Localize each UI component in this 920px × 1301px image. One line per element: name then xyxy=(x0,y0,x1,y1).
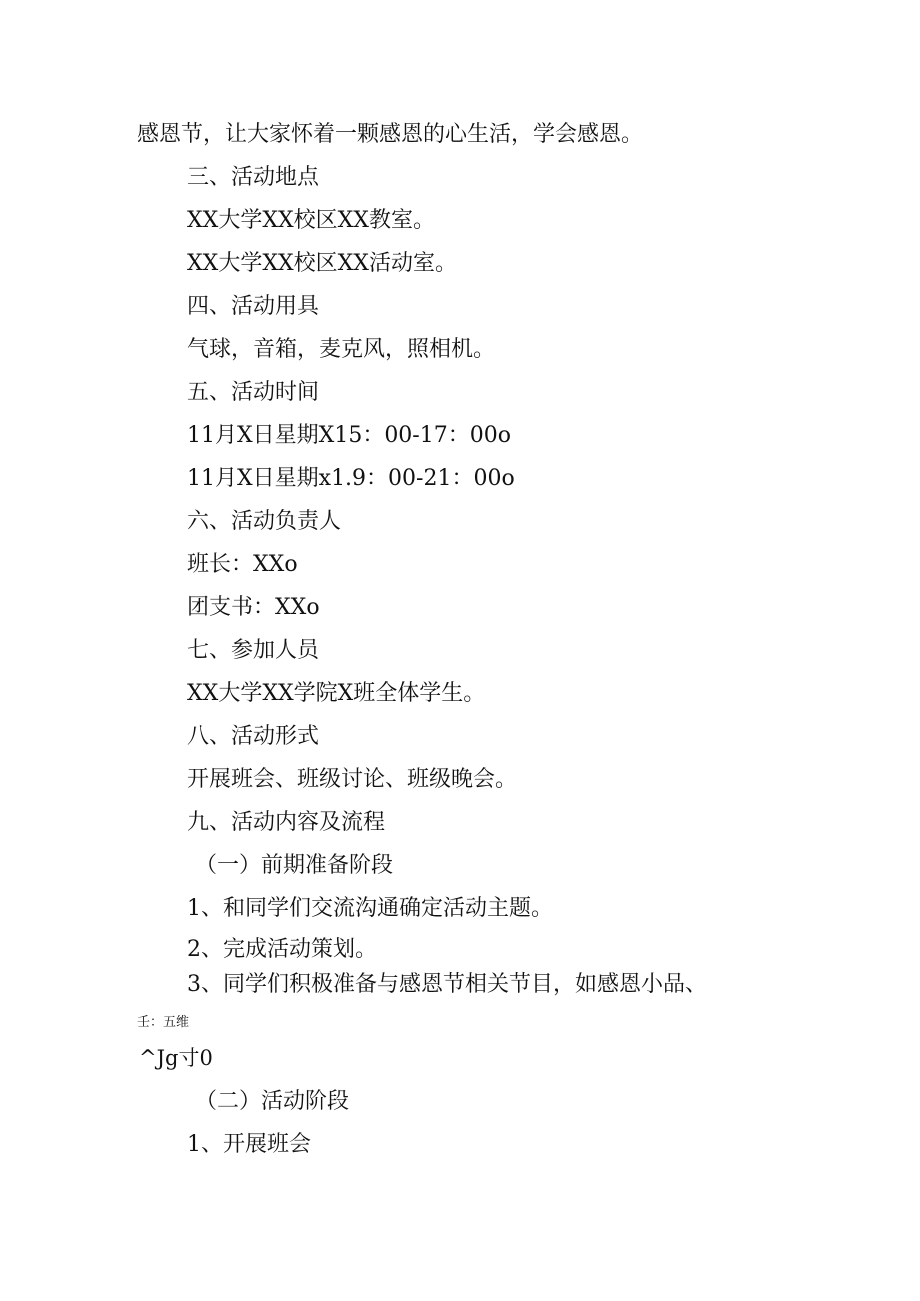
heading-participants: 七、参加人员 xyxy=(187,638,320,663)
leader-monitor: 班长：XXo xyxy=(187,552,298,577)
paragraph-intro: 感恩节，让大家怀着一颗感恩的心生活，学会感恩。 xyxy=(137,122,644,147)
heading-activity-form: 八、活动形式 xyxy=(187,724,320,749)
leader-league-secretary: 团支书：XXo xyxy=(187,595,320,620)
time-slot-1: 11月X日星期X15：00-17：00o xyxy=(187,423,511,448)
prep-step-2: 2、完成活动策划。 xyxy=(187,937,377,962)
garbled-fragment-2: ^Jg寸0 xyxy=(139,1046,213,1070)
heading-activity-time: 五、活动时间 xyxy=(187,380,320,405)
garbled-fragment-1: 壬：五维 xyxy=(137,1015,190,1030)
heading-activity-equipment: 四、活动用具 xyxy=(187,294,320,319)
time-slot-2: 11月X日星期x1.9：00-21：00o xyxy=(187,466,515,491)
prep-step-1: 1、和同学们交流沟通确定活动主题。 xyxy=(187,896,553,921)
location-activity-room: XX大学XX校区XX活动室。 xyxy=(187,251,457,276)
heading-content-process: 九、活动内容及流程 xyxy=(187,810,386,835)
subheading-activity-stage: （二）活动阶段 xyxy=(195,1089,350,1114)
subheading-preparation: （一）前期准备阶段 xyxy=(195,853,394,878)
stage-step-1: 1、开展班会 xyxy=(187,1132,311,1157)
heading-activity-leader: 六、活动负责人 xyxy=(187,509,342,534)
heading-activity-location: 三、活动地点 xyxy=(187,165,320,190)
location-classroom: XX大学XX校区XX教室。 xyxy=(187,208,435,233)
participants-text: XX大学XX学院X班全体学生。 xyxy=(187,681,486,706)
equipment-list: 气球，音箱，麦克风，照相机。 xyxy=(187,337,496,362)
prep-step-3: 3、同学们积极准备与感恩节相关节目，如感恩小品、 xyxy=(187,972,707,997)
activity-form-text: 开展班会、班级讨论、班级晚会。 xyxy=(187,767,518,792)
